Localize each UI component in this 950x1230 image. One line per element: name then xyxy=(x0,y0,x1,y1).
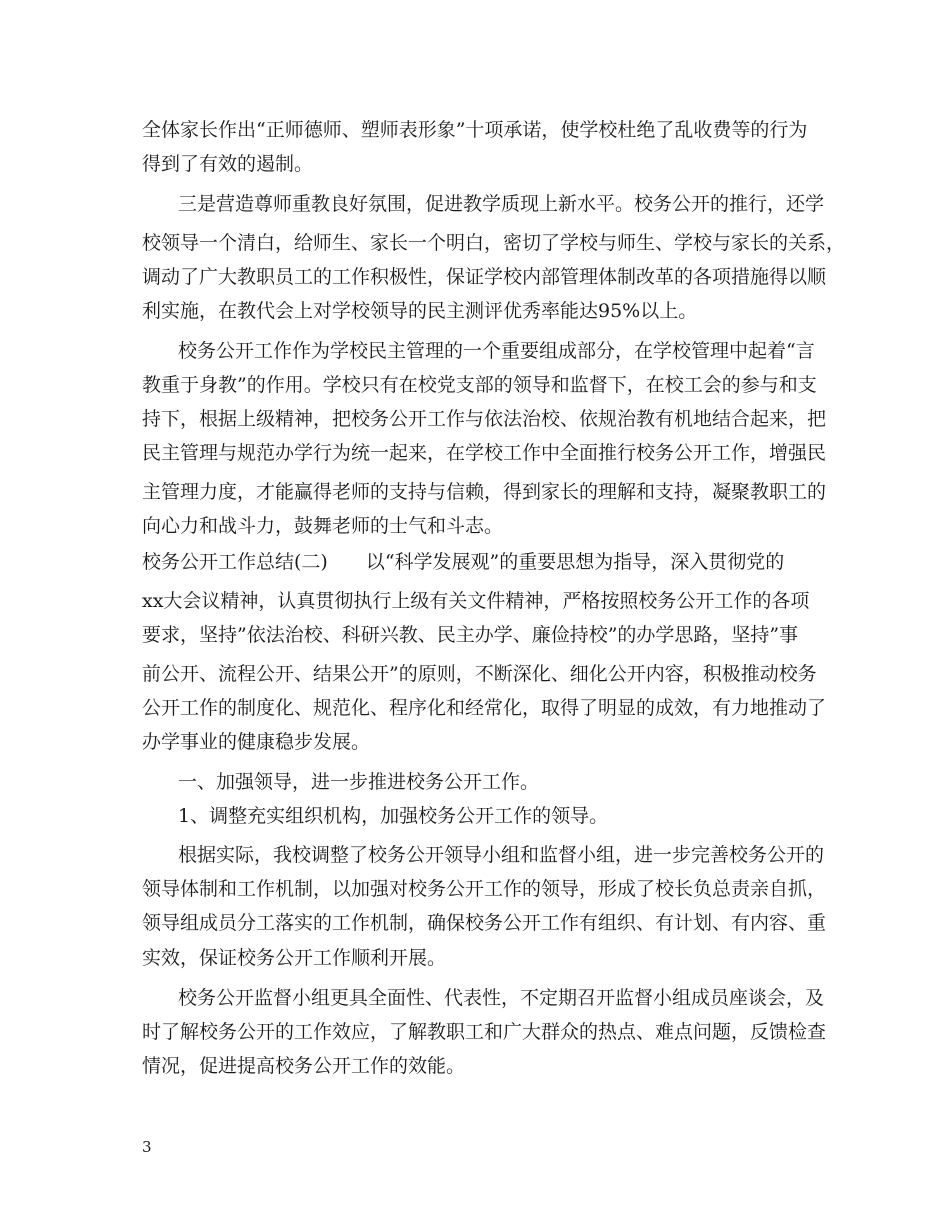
body-text-line: 情况，促进提高校务公开工作的效能。 xyxy=(142,1055,466,1077)
page-number: 3 xyxy=(142,1138,152,1156)
body-text-line: 持下，根据上级精神，把校务公开工作与依法治校、依规治教有机地结合起来，把 xyxy=(142,408,827,430)
body-text-line: 领导组成员分工落实的工作机制，确保校务公开工作有组织、有计划、有内容、重 xyxy=(142,912,827,934)
body-text-line: 教重于身教”的作用。学校只有在校党支部的领导和监督下，在校工会的参与和支 xyxy=(142,374,817,396)
body-text-line: 三是营造尊师重教良好氛围，促进教学质现上新水平。校务公开的推行，还学 xyxy=(178,193,825,215)
body-text-line: 校领导一个清白，给师生、家长一个明白，密切了学校与师生、学校与家长的关系， xyxy=(142,232,846,254)
body-text-line: 调动了广大教职员工的工作积极性，保证学校内部管理体制改革的各项措施得以顺 xyxy=(142,266,827,288)
body-text-line: 要求，坚持”依法治校、科研兴教、民主办学、廉俭持校”的办学思路，坚持”事 xyxy=(142,624,799,646)
body-text-line: 全体家长作出“正师德师、塑师表形象”十项承诺，使学校杜绝了乱收费等的行为 xyxy=(142,119,808,141)
body-text-line: 校务公开工作作为学校民主管理的一个重要组成部分，在学校管理中起着“言 xyxy=(178,340,815,362)
body-text-line: 办学事业的健康稳步发展。 xyxy=(142,731,371,753)
section-header-line xyxy=(142,550,784,574)
subheading-line: 1、调整充实组织机构，加强校务公开工作的领导。 xyxy=(178,805,609,827)
body-text-line: 利实施，在教代会上对学校领导的民主测评优秀率能达95%以上。 xyxy=(142,300,698,322)
body-text-line: 民主管理与规范办学行为统一起来，在学校工作中全面推行校务公开工作，增强民 xyxy=(142,442,827,464)
body-text-line: 校务公开监督小组更具全面性、代表性，不定期召开监督小组成员座谈会，及 xyxy=(178,987,825,1009)
section-heading: 校务公开工作总结(二) xyxy=(142,551,328,573)
body-text-line: 前公开、流程公开、结果公开”的原则，不断深化、细化公开内容，积极推动校务 xyxy=(142,663,817,685)
section-lead-text: 以“科学发展观”的重要思想为指导，深入贯彻党的 xyxy=(365,551,785,573)
body-text-line: 向心力和战斗力，鼓舞老师的士气和斗志。 xyxy=(142,515,504,537)
body-text-line: 实效，保证校务公开工作顺利开展。 xyxy=(142,947,447,969)
body-text-line: 得到了有效的遏制。 xyxy=(142,153,314,175)
body-text-line: 主管理力度，才能赢得老师的支持与信赖，得到家长的理解和支持，凝聚教职工的 xyxy=(142,481,827,503)
body-text-line: 时了解校务公开的工作效应，了解教职工和广大群众的热点、难点问题，反馈检查 xyxy=(142,1021,827,1043)
body-text-line: xx大会议精神，认真贯彻执行上级有关文件精神，严格按照校务公开工作的各项 xyxy=(142,590,810,612)
subheading-line: 一、加强领导，进一步推进校务公开工作。 xyxy=(178,771,540,793)
body-text-line: 根据实际，我校调整了校务公开领导小组和监督小组，进一步完善校务公开的 xyxy=(178,844,825,866)
body-text-line: 领导体制和工作机制，以加强对校务公开工作的领导，形成了校长负总责亲自抓， xyxy=(142,878,827,900)
body-text-line: 公开工作的制度化、规范化、程序化和经常化，取得了明显的成效，有力地推动了 xyxy=(142,697,827,719)
